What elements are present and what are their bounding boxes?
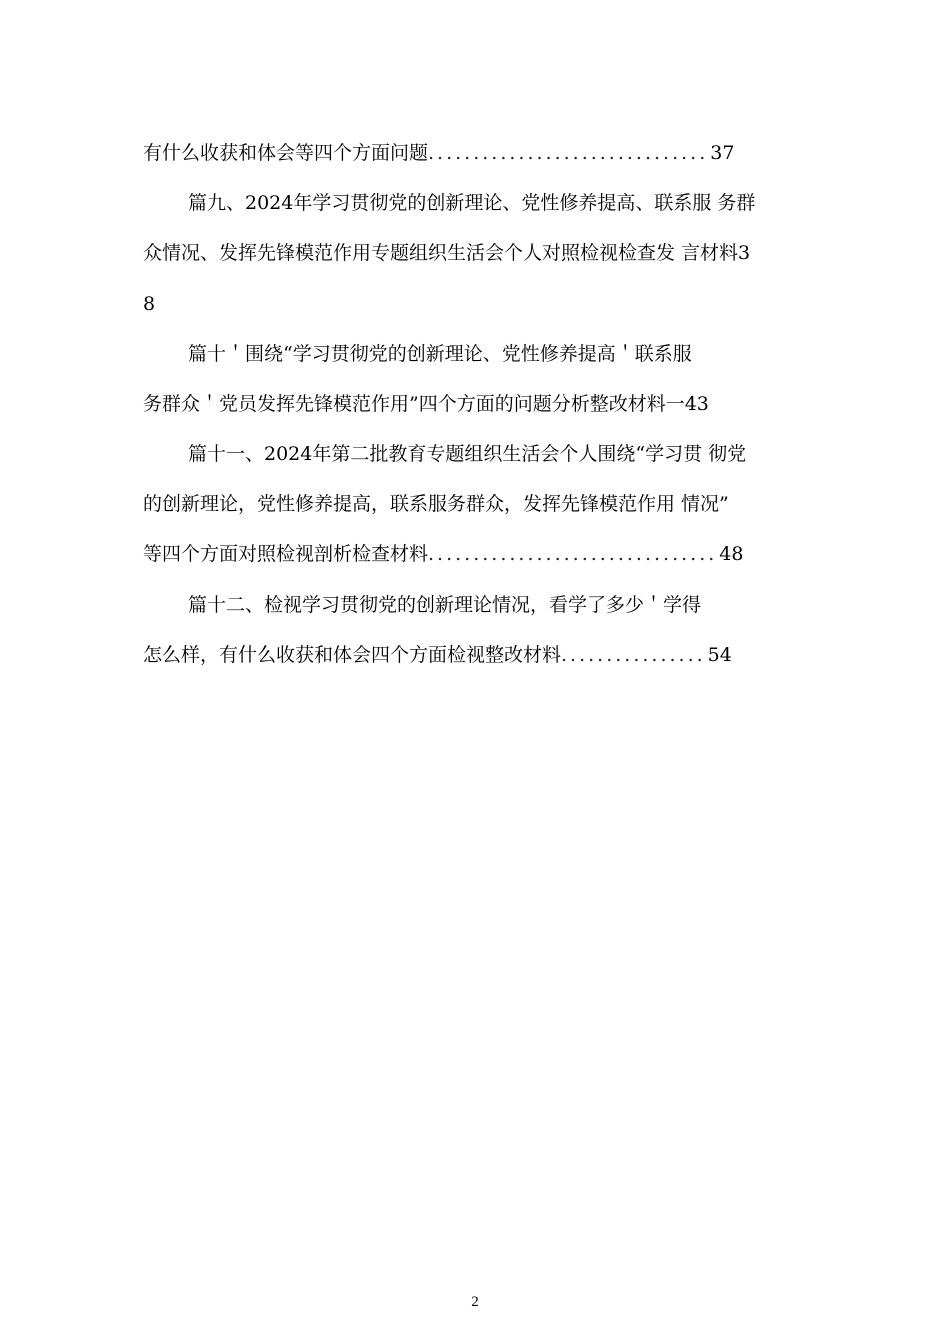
toc-entry-2-line-2[interactable]	[143, 238, 813, 268]
toc-entry-2-line-3[interactable]	[143, 289, 813, 319]
toc-entry-1[interactable]	[143, 138, 813, 168]
toc-entry-2-text: 众情况、发挥先锋模范作用专题组织生活会个人对照检视检查发 言材料3	[143, 242, 751, 264]
toc-entry-4-text: 等四个方面对照检视剖析检查材料	[143, 543, 429, 565]
toc-entry-3-text: 务群众＇党员发挥先锋模范作用”四个方面的问题分析整改材料一43	[143, 393, 709, 415]
toc-entry-4-text: 篇十一、2024年第二批教育专题组织生活会个人围绕“学习贯 彻党	[188, 443, 747, 465]
toc-leader-dots: ................................	[428, 543, 718, 565]
toc-entry-2-text: 篇九、2024年学习贯彻党的创新理论、党性修养提高、联系服 务群	[188, 192, 756, 214]
toc-entry-5-text: 篇十二、检视学习贯彻党的创新理论情况，看学了多少＇学得	[188, 594, 702, 616]
toc-entry-2-text: 8	[143, 293, 156, 315]
toc-entry-3-text: 篇十＇围绕“学习贯彻党的创新理论、党性修养提高＇联系服	[188, 343, 692, 365]
toc-entry-2-line-1[interactable]	[143, 188, 813, 218]
toc-page-number: 48	[719, 543, 744, 565]
toc-entry-3-line-1[interactable]	[143, 339, 813, 369]
toc-entry-3-line-2[interactable]	[143, 389, 813, 419]
toc-page-number: 54	[707, 644, 732, 666]
toc-page-number: 37	[710, 142, 735, 164]
toc-entry-4-text: 的创新理论，党性修养提高，联系服务群众，发挥先锋模范作用 情况”	[143, 493, 729, 515]
toc-entry-4-line-3[interactable]	[143, 539, 813, 569]
toc-entry-5-line-1[interactable]	[143, 590, 813, 620]
toc-leader-dots: ...............................	[428, 142, 709, 164]
page-number-footer: 2	[471, 1294, 479, 1310]
toc-entry-4-line-2[interactable]	[143, 489, 813, 519]
toc-entry-4-line-1[interactable]	[143, 439, 813, 469]
toc-entry-5-line-2[interactable]	[143, 640, 813, 670]
toc-leader-dots: ................	[561, 644, 706, 666]
toc-entry-5-text: 怎么样，有什么收获和体会四个方面检视整改材料	[143, 644, 562, 666]
toc-entry-1-text: 有什么收获和体会等四个方面问题	[143, 142, 429, 164]
